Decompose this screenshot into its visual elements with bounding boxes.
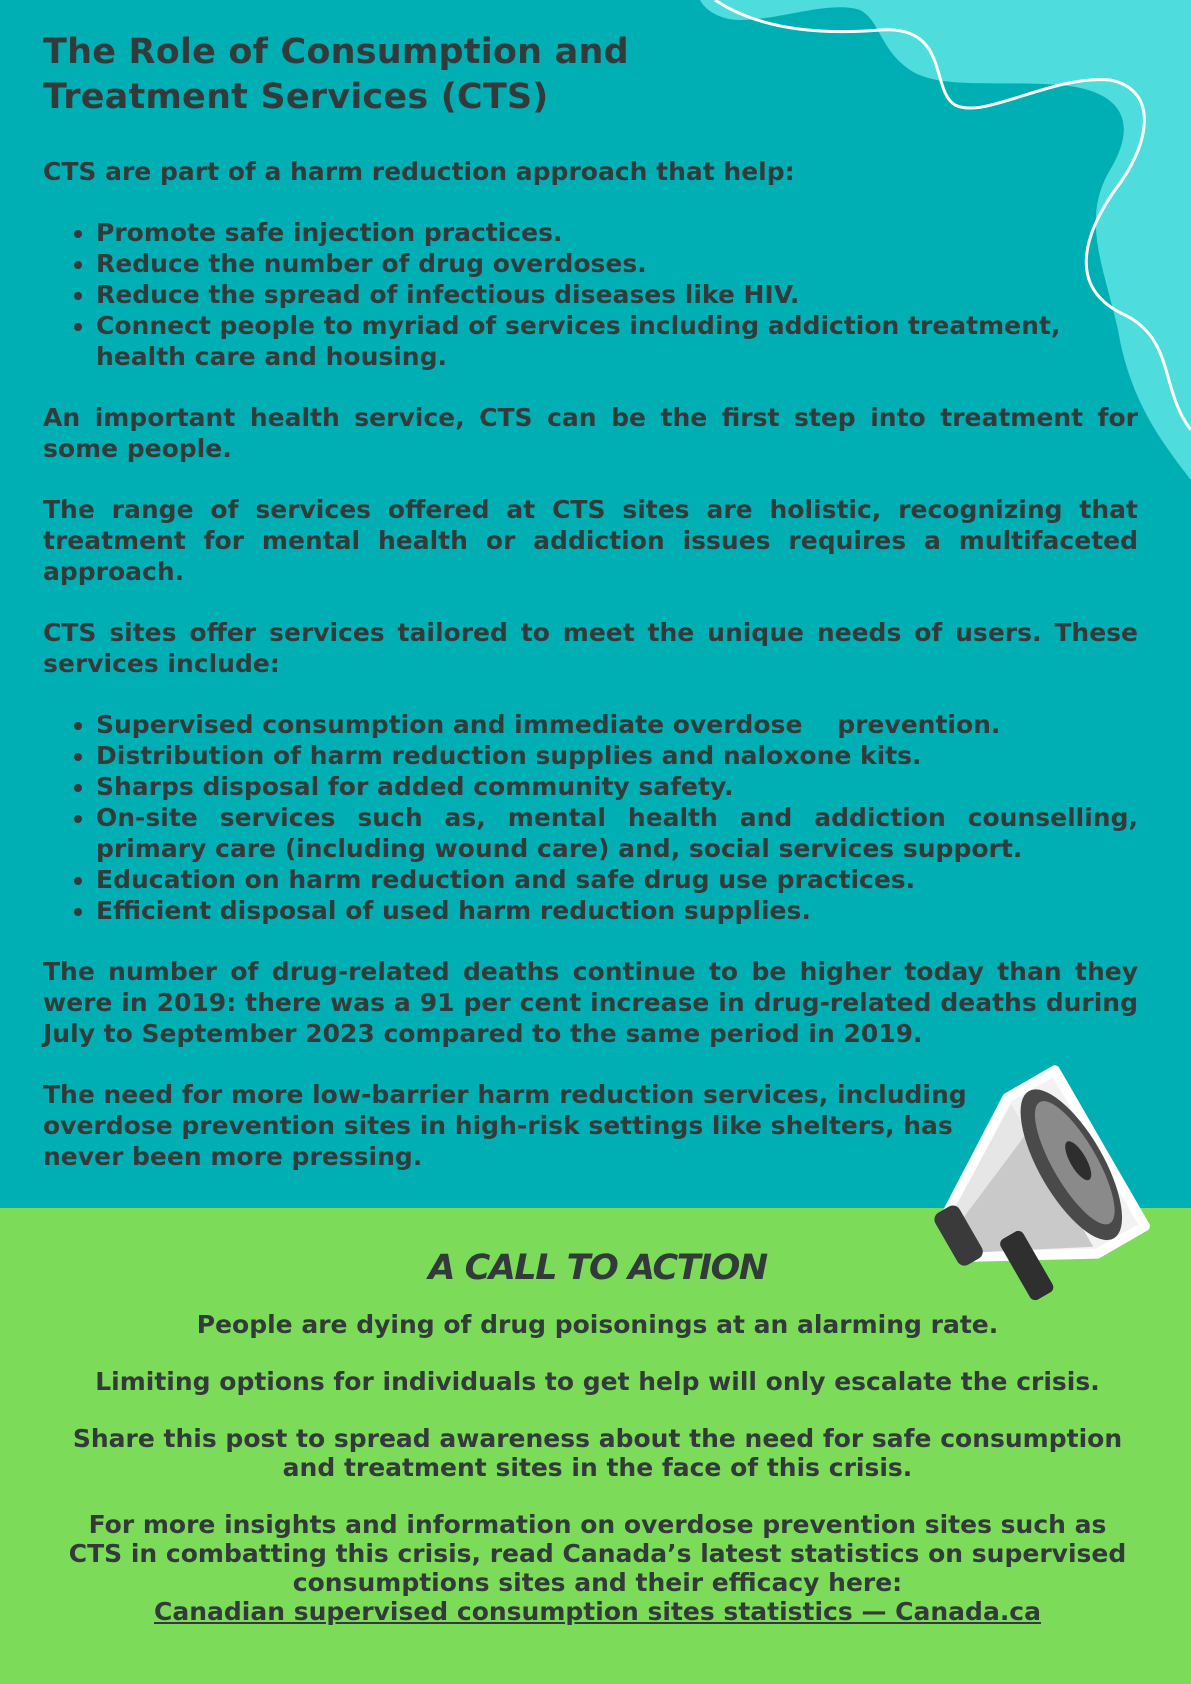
statistics-link[interactable]: Canadian supervised consumption sites statistics — Canada.ca: [154, 1597, 1041, 1626]
list-item: • On-site services such as, mental health and addiction counselling, primary care (including wound care) and, social services support.: [96, 802, 1138, 864]
services-list: [43, 709, 1138, 926]
list-item: • Efficient disposal of used harm reduction supplies.: [96, 895, 1138, 926]
title-line-1: The Role of Consumption and: [43, 32, 629, 72]
list-item: • Education on harm reduction and safe drug use practices.: [96, 864, 1138, 895]
list-item: • Sharps disposal for added community safety.: [96, 771, 1138, 802]
cta-info-text: For more insights and information on overdose prevention sites such as CTS in combatting this crisis, read Canada’s latest statistics on supervised consumptions sites and their efficacy here:: [68, 1510, 1127, 1597]
cta-line-1: People are dying of drug poisonings at an alarming rate.: [196, 1310, 999, 1339]
deaths-statistic-paragraph: The number of drug-related deaths continue to be higher today than they were in 2019: there was a 91 per cent increase in drug-related deaths during July to September 2023 compared to the same period in 2019.: [43, 957, 1138, 1048]
cta-title: A CALL TO ACTION: [428, 1248, 767, 1288]
main-content: [43, 30, 1138, 1202]
call-to-action: [60, 1248, 1135, 1626]
need-paragraph: The need for more low-barrier harm reduction services, including overdose prevention sites in high-risk settings like shelters, has never been more pressing.: [43, 1080, 967, 1171]
list-item: • Reduce the spread of infectious diseases like HIV.: [96, 279, 1138, 310]
list-item: • Supervised consumption and immediate overdose prevention.: [96, 709, 1138, 740]
title-line-2: Treatment Services (CTS): [43, 77, 549, 117]
cta-line-3: Share this post to spread awareness about the need for safe consumption and treatment sites in the face of this crisis.: [72, 1424, 1123, 1482]
holistic-paragraph: The range of services offered at CTS sites are holistic, recognizing that treatment for mental health or addiction issues requires a multifaceted approach.: [43, 495, 1138, 586]
list-item: • Connect people to myriad of services including addiction treatment, health care and housing.: [96, 310, 1138, 372]
cta-line-2: Limiting options for individuals to get help will only escalate the crisis.: [95, 1367, 1100, 1396]
cta-line-4: [60, 1510, 1135, 1626]
benefits-list: [43, 217, 1138, 372]
tailored-services-paragraph: CTS sites offer services tailored to meet the unique needs of users. These services include:: [43, 618, 1138, 678]
list-item: • Promote safe injection practices.: [96, 217, 1138, 248]
list-item: • Distribution of harm reduction supplies and naloxone kits.: [96, 740, 1138, 771]
page-title: [43, 30, 1138, 120]
intro-text: CTS are part of a harm reduction approach that help:: [43, 157, 795, 186]
list-item: • Reduce the number of drug overdoses.: [96, 248, 1138, 279]
first-step-paragraph: An important health service, CTS can be the first step into treatment for some people.: [43, 403, 1138, 463]
